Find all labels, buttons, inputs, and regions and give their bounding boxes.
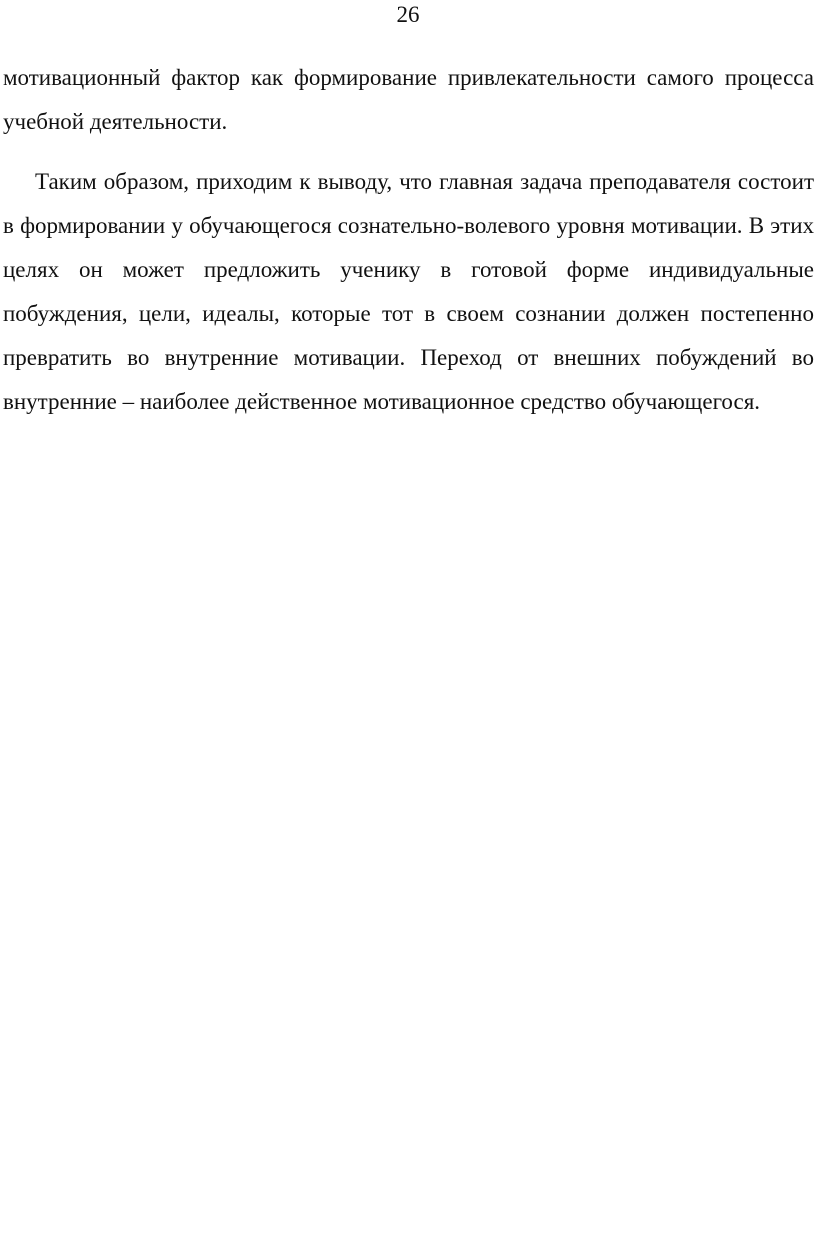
document-body [3,56,814,424]
page-number: 26 [396,2,420,27]
paragraph-continued: мотивационный фактор как формирование привлекательности самого процесса учебной деятельности. [3,65,814,134]
paragraph-conclusion: Таким образом, приходим к выводу, что главная задача преподавателя состоит в формировании у обучающегося сознательно-волевого уровня мотивации. В этих целях он может предложить ученику в готовой форме индивидуальные побуждения, цели, идеалы, которые тот в своем сознании должен постепенно превратить во внутренние мотивации. Переход от внешних побуждений во внутренние – наиболее действенное мотивационное средство обучающегося. [3,169,814,414]
